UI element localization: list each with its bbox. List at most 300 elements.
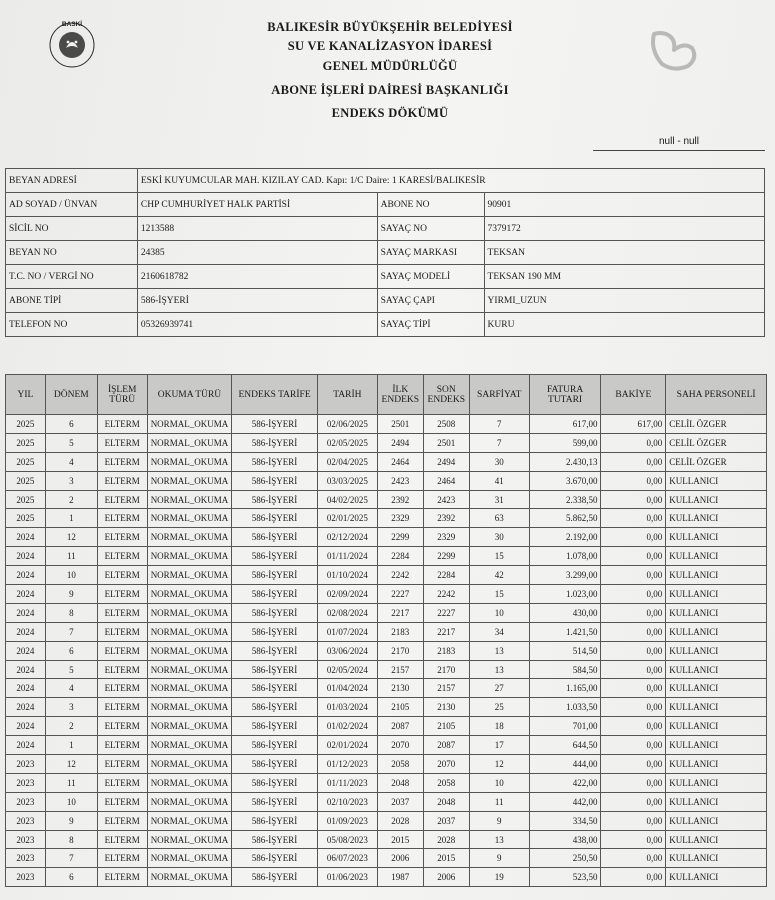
table-cell: 01/02/2024: [317, 717, 377, 736]
table-cell: KULLANICI: [666, 585, 767, 604]
table-cell: 3.670,00: [529, 471, 601, 490]
info-value: TEKSAN: [484, 241, 764, 265]
table-cell: 2023: [6, 773, 46, 792]
table-cell: 2023: [6, 830, 46, 849]
table-cell: 2024: [6, 603, 46, 622]
info-row: [6, 193, 765, 217]
table-cell: 0,00: [601, 679, 666, 698]
table-cell: CELİL ÖZGER: [666, 415, 767, 434]
column-header: YIL: [6, 375, 46, 415]
table-cell: 0,00: [601, 547, 666, 566]
table-cell: 5: [45, 660, 97, 679]
table-cell: 1: [45, 736, 97, 755]
table-cell: ELTERM: [97, 622, 147, 641]
table-cell: 2183: [423, 641, 469, 660]
table-cell: 02/05/2024: [317, 660, 377, 679]
baski-logo-icon: [46, 18, 98, 70]
table-cell: 02/10/2023: [317, 792, 377, 811]
table-cell: NORMAL_OKUMA: [147, 603, 232, 622]
table-row: [6, 868, 767, 887]
table-cell: 0,00: [601, 849, 666, 868]
logo-text: BASKİ: [61, 21, 83, 28]
table-cell: 2.338,50: [529, 490, 601, 509]
table-cell: KULLANICI: [666, 641, 767, 660]
table-cell: ELTERM: [97, 679, 147, 698]
table-cell: 2299: [423, 547, 469, 566]
table-cell: 2392: [377, 490, 423, 509]
table-cell: 0,00: [601, 698, 666, 717]
table-cell: 2024: [6, 660, 46, 679]
table-cell: 0,00: [601, 471, 666, 490]
table-cell: 442,00: [529, 792, 601, 811]
header-line-3: GENEL MÜDÜRLÜĞÜ: [322, 59, 458, 73]
table-cell: 584,50: [529, 660, 601, 679]
table-cell: ELTERM: [97, 773, 147, 792]
table-cell: 2494: [423, 452, 469, 471]
table-cell: KULLANICI: [666, 622, 767, 641]
table-cell: 01/10/2024: [317, 566, 377, 585]
table-cell: 02/05/2025: [317, 433, 377, 452]
table-cell: CELİL ÖZGER: [666, 433, 767, 452]
table-cell: NORMAL_OKUMA: [147, 509, 232, 528]
table-cell: NORMAL_OKUMA: [147, 755, 232, 774]
info-row: [6, 217, 765, 241]
table-cell: 2024: [6, 585, 46, 604]
table-cell: 2023: [6, 792, 46, 811]
table-cell: KULLANICI: [666, 471, 767, 490]
table-cell: 2025: [6, 490, 46, 509]
table-cell: 15: [469, 547, 529, 566]
column-header: SON ENDEKS: [423, 375, 469, 415]
table-row: [6, 415, 767, 434]
table-cell: NORMAL_OKUMA: [147, 773, 232, 792]
info-row-address: [6, 169, 765, 193]
info-label: ABONE TİPİ: [6, 289, 138, 313]
table-cell: 586-İŞYERİ: [232, 811, 318, 830]
table-cell: 0,00: [601, 792, 666, 811]
table-cell: 2494: [377, 433, 423, 452]
table-cell: 2015: [423, 849, 469, 868]
table-cell: NORMAL_OKUMA: [147, 736, 232, 755]
column-header: İŞLEM TÜRÜ: [97, 375, 147, 415]
table-cell: 02/04/2025: [317, 452, 377, 471]
table-cell: 2024: [6, 622, 46, 641]
column-header: SARFİYAT: [469, 375, 529, 415]
table-cell: KULLANICI: [666, 849, 767, 868]
table-cell: 438,00: [529, 830, 601, 849]
table-cell: NORMAL_OKUMA: [147, 547, 232, 566]
table-cell: 3: [45, 471, 97, 490]
table-cell: 0,00: [601, 585, 666, 604]
table-cell: 10: [469, 603, 529, 622]
table-cell: 2242: [377, 566, 423, 585]
table-cell: ELTERM: [97, 603, 147, 622]
table-cell: 41: [469, 471, 529, 490]
table-header-row: [6, 375, 767, 415]
table-cell: 2087: [377, 717, 423, 736]
endeks-table: [5, 374, 767, 887]
table-cell: ELTERM: [97, 698, 147, 717]
table-row: [6, 547, 767, 566]
table-cell: 586-İŞYERİ: [232, 660, 318, 679]
table-cell: 0,00: [601, 433, 666, 452]
table-cell: 0,00: [601, 660, 666, 679]
table-cell: NORMAL_OKUMA: [147, 566, 232, 585]
table-cell: 2423: [377, 471, 423, 490]
table-cell: KULLANICI: [666, 660, 767, 679]
info-label: BEYAN NO: [6, 241, 138, 265]
table-cell: 2464: [377, 452, 423, 471]
table-cell: 2006: [423, 868, 469, 887]
table-cell: 02/08/2024: [317, 603, 377, 622]
table-cell: 644,50: [529, 736, 601, 755]
table-cell: 2048: [423, 792, 469, 811]
table-cell: 2025: [6, 415, 46, 434]
table-cell: NORMAL_OKUMA: [147, 717, 232, 736]
table-cell: 8: [45, 603, 97, 622]
table-cell: ELTERM: [97, 868, 147, 887]
table-cell: 8: [45, 830, 97, 849]
table-row: [6, 471, 767, 490]
table-cell: NORMAL_OKUMA: [147, 849, 232, 868]
table-cell: NORMAL_OKUMA: [147, 585, 232, 604]
table-cell: 0,00: [601, 717, 666, 736]
info-label: TELEFON NO: [6, 313, 138, 337]
table-cell: 15: [469, 585, 529, 604]
table-cell: 5.862,50: [529, 509, 601, 528]
table-cell: 12: [45, 528, 97, 547]
table-cell: 2299: [377, 528, 423, 547]
header-line-1: BALIKESİR BÜYÜKŞEHİR BELEDİYESİ: [267, 20, 513, 34]
table-cell: 4: [45, 452, 97, 471]
table-row: [6, 660, 767, 679]
table-cell: 7: [469, 433, 529, 452]
table-cell: 6: [45, 641, 97, 660]
info-value: KURU: [484, 313, 764, 337]
table-cell: 6: [45, 415, 97, 434]
table-cell: ELTERM: [97, 415, 147, 434]
table-cell: 42: [469, 566, 529, 585]
table-cell: 586-İŞYERİ: [232, 471, 318, 490]
table-cell: 586-İŞYERİ: [232, 641, 318, 660]
table-cell: KULLANICI: [666, 830, 767, 849]
table-row: [6, 641, 767, 660]
table-cell: NORMAL_OKUMA: [147, 660, 232, 679]
table-cell: 586-İŞYERİ: [232, 755, 318, 774]
table-cell: NORMAL_OKUMA: [147, 528, 232, 547]
table-cell: KULLANICI: [666, 490, 767, 509]
column-header: FATURA TUTARI: [529, 375, 601, 415]
table-cell: 2006: [377, 849, 423, 868]
table-cell: 10: [469, 773, 529, 792]
info-value: YIRMI_UZUN: [484, 289, 764, 313]
table-cell: 0,00: [601, 868, 666, 887]
table-cell: KULLANICI: [666, 868, 767, 887]
table-cell: 1.165,00: [529, 679, 601, 698]
table-row: [6, 717, 767, 736]
table-cell: 7: [45, 849, 97, 868]
table-cell: NORMAL_OKUMA: [147, 698, 232, 717]
table-cell: 10: [45, 792, 97, 811]
info-value: 05326939741: [137, 313, 377, 337]
table-cell: 701,00: [529, 717, 601, 736]
table-cell: 2070: [423, 755, 469, 774]
table-cell: 30: [469, 528, 529, 547]
info-label: SAYAÇ ÇAPI: [377, 289, 484, 313]
table-cell: 2170: [423, 660, 469, 679]
table-row: [6, 452, 767, 471]
table-cell: 334,50: [529, 811, 601, 830]
table-row: [6, 792, 767, 811]
table-row: [6, 755, 767, 774]
table-cell: 0,00: [601, 755, 666, 774]
table-cell: 2015: [377, 830, 423, 849]
info-label: ABONE NO: [377, 193, 484, 217]
table-cell: 11: [45, 773, 97, 792]
table-cell: 2024: [6, 717, 46, 736]
table-cell: 1.023,00: [529, 585, 601, 604]
table-cell: 12: [45, 755, 97, 774]
info-value: ESKİ KUYUMCULAR MAH. KIZILAY CAD. Kapı: 1/C Daire: 1 KARESİ/BALIKESİR: [137, 169, 764, 193]
table-cell: KULLANICI: [666, 547, 767, 566]
info-value: 24385: [137, 241, 377, 265]
table-cell: ELTERM: [97, 736, 147, 755]
table-cell: 2284: [423, 566, 469, 585]
table-cell: 02/09/2024: [317, 585, 377, 604]
header-line-2: SU VE KANALİZASYON İDARESİ: [287, 39, 493, 53]
subscriber-info-table: [5, 168, 765, 337]
table-cell: 0,00: [601, 490, 666, 509]
table-cell: 7: [469, 415, 529, 434]
table-cell: 2105: [377, 698, 423, 717]
heart-stamp-icon: [644, 28, 702, 76]
table-cell: 01/03/2024: [317, 698, 377, 717]
info-row: [6, 265, 765, 289]
table-row: [6, 585, 767, 604]
table-cell: 586-İŞYERİ: [232, 603, 318, 622]
table-cell: 2392: [423, 509, 469, 528]
table-cell: 599,00: [529, 433, 601, 452]
table-cell: NORMAL_OKUMA: [147, 811, 232, 830]
table-cell: 586-İŞYERİ: [232, 547, 318, 566]
table-cell: ELTERM: [97, 641, 147, 660]
table-cell: 0,00: [601, 641, 666, 660]
table-cell: 586-İŞYERİ: [232, 452, 318, 471]
table-cell: 5: [45, 433, 97, 452]
table-cell: 01/09/2023: [317, 811, 377, 830]
table-row: [6, 603, 767, 622]
table-cell: 586-İŞYERİ: [232, 566, 318, 585]
info-label: AD SOYAD / ÜNVAN: [6, 193, 138, 217]
table-cell: 0,00: [601, 773, 666, 792]
table-cell: 0,00: [601, 736, 666, 755]
table-cell: NORMAL_OKUMA: [147, 868, 232, 887]
info-label: SAYAÇ MODELİ: [377, 265, 484, 289]
table-cell: 2024: [6, 698, 46, 717]
info-label: SAYAÇ MARKASI: [377, 241, 484, 265]
table-cell: KULLANICI: [666, 755, 767, 774]
table-cell: 422,00: [529, 773, 601, 792]
table-cell: 06/07/2023: [317, 849, 377, 868]
table-cell: 586-İŞYERİ: [232, 528, 318, 547]
table-cell: 444,00: [529, 755, 601, 774]
table-cell: ELTERM: [97, 811, 147, 830]
table-cell: 2058: [377, 755, 423, 774]
table-cell: NORMAL_OKUMA: [147, 622, 232, 641]
table-cell: 2157: [377, 660, 423, 679]
table-cell: 05/08/2023: [317, 830, 377, 849]
table-cell: KULLANICI: [666, 679, 767, 698]
table-cell: 9: [45, 585, 97, 604]
table-cell: 586-İŞYERİ: [232, 868, 318, 887]
table-row: [6, 509, 767, 528]
table-cell: 4: [45, 679, 97, 698]
table-cell: ELTERM: [97, 547, 147, 566]
table-cell: 0,00: [601, 622, 666, 641]
table-cell: KULLANICI: [666, 717, 767, 736]
table-cell: NORMAL_OKUMA: [147, 641, 232, 660]
table-cell: 13: [469, 660, 529, 679]
table-cell: KULLANICI: [666, 566, 767, 585]
table-row: [6, 433, 767, 452]
info-value: 90901: [484, 193, 764, 217]
table-cell: 02/01/2024: [317, 736, 377, 755]
table-row: [6, 811, 767, 830]
table-cell: 586-İŞYERİ: [232, 773, 318, 792]
table-cell: 2508: [423, 415, 469, 434]
table-cell: 2023: [6, 811, 46, 830]
table-cell: 2227: [423, 603, 469, 622]
table-cell: 34: [469, 622, 529, 641]
table-cell: 2217: [423, 622, 469, 641]
table-cell: NORMAL_OKUMA: [147, 471, 232, 490]
table-cell: 617,00: [601, 415, 666, 434]
table-cell: 01/04/2024: [317, 679, 377, 698]
table-cell: 2: [45, 717, 97, 736]
table-cell: 02/01/2025: [317, 509, 377, 528]
info-row: [6, 313, 765, 337]
header-line-4: ABONE İŞLERİ DAİRESİ BAŞKANLIĞI: [271, 83, 509, 97]
table-cell: 9: [469, 849, 529, 868]
table-cell: 2217: [377, 603, 423, 622]
table-cell: NORMAL_OKUMA: [147, 490, 232, 509]
table-cell: 9: [45, 811, 97, 830]
table-cell: 2023: [6, 868, 46, 887]
table-cell: 02/06/2025: [317, 415, 377, 434]
table-cell: 2024: [6, 547, 46, 566]
table-cell: 2037: [377, 792, 423, 811]
table-cell: 2329: [423, 528, 469, 547]
info-value: 2160618782: [137, 265, 377, 289]
table-cell: KULLANICI: [666, 509, 767, 528]
table-cell: 2: [45, 490, 97, 509]
table-cell: 0,00: [601, 566, 666, 585]
table-cell: 586-İŞYERİ: [232, 490, 318, 509]
table-row: [6, 679, 767, 698]
table-cell: 0,00: [601, 528, 666, 547]
table-cell: ELTERM: [97, 528, 147, 547]
column-header: ENDEKS TARİFE: [232, 375, 318, 415]
table-cell: 1987: [377, 868, 423, 887]
table-cell: ELTERM: [97, 566, 147, 585]
table-cell: 586-İŞYERİ: [232, 717, 318, 736]
table-cell: 01/11/2024: [317, 547, 377, 566]
table-cell: NORMAL_OKUMA: [147, 433, 232, 452]
info-value: 7379172: [484, 217, 764, 241]
table-cell: 2284: [377, 547, 423, 566]
table-cell: 2501: [377, 415, 423, 434]
table-cell: 02/12/2024: [317, 528, 377, 547]
table-cell: 2037: [423, 811, 469, 830]
table-cell: 01/12/2023: [317, 755, 377, 774]
info-label: BEYAN ADRESİ: [6, 169, 138, 193]
table-cell: 2183: [377, 622, 423, 641]
table-cell: 2130: [377, 679, 423, 698]
corner-mark: null - null: [593, 136, 765, 151]
table-cell: 12: [469, 755, 529, 774]
table-row: [6, 736, 767, 755]
table-cell: 01/07/2024: [317, 622, 377, 641]
table-cell: 0,00: [601, 830, 666, 849]
table-cell: NORMAL_OKUMA: [147, 830, 232, 849]
table-cell: 31: [469, 490, 529, 509]
column-header: DÖNEM: [45, 375, 97, 415]
table-row: [6, 830, 767, 849]
table-cell: ELTERM: [97, 509, 147, 528]
table-row: [6, 698, 767, 717]
table-row: [6, 490, 767, 509]
table-cell: 586-İŞYERİ: [232, 736, 318, 755]
table-cell: 2242: [423, 585, 469, 604]
table-cell: 2024: [6, 641, 46, 660]
table-cell: ELTERM: [97, 717, 147, 736]
table-cell: 2157: [423, 679, 469, 698]
table-cell: 586-İŞYERİ: [232, 698, 318, 717]
table-cell: ELTERM: [97, 755, 147, 774]
table-cell: KULLANICI: [666, 736, 767, 755]
info-label: SAYAÇ NO: [377, 217, 484, 241]
table-cell: 03/03/2025: [317, 471, 377, 490]
table-cell: 2.192,00: [529, 528, 601, 547]
info-row: [6, 289, 765, 313]
table-cell: KULLANICI: [666, 773, 767, 792]
column-header: OKUMA TÜRÜ: [147, 375, 232, 415]
table-cell: 2028: [423, 830, 469, 849]
table-cell: 3: [45, 698, 97, 717]
table-cell: 523,50: [529, 868, 601, 887]
table-cell: 2058: [423, 773, 469, 792]
table-row: [6, 566, 767, 585]
info-value: TEKSAN 190 MM: [484, 265, 764, 289]
table-cell: NORMAL_OKUMA: [147, 415, 232, 434]
table-cell: 27: [469, 679, 529, 698]
table-cell: ELTERM: [97, 792, 147, 811]
table-cell: NORMAL_OKUMA: [147, 679, 232, 698]
table-cell: 586-İŞYERİ: [232, 679, 318, 698]
table-cell: 18: [469, 717, 529, 736]
table-cell: 2025: [6, 509, 46, 528]
table-cell: 1.421,50: [529, 622, 601, 641]
table-cell: 586-İŞYERİ: [232, 622, 318, 641]
table-row: [6, 622, 767, 641]
column-header: TARİH: [317, 375, 377, 415]
table-cell: 13: [469, 641, 529, 660]
table-cell: 9: [469, 811, 529, 830]
table-cell: 2087: [423, 736, 469, 755]
table-cell: 2048: [377, 773, 423, 792]
table-cell: 2028: [377, 811, 423, 830]
table-row: [6, 773, 767, 792]
